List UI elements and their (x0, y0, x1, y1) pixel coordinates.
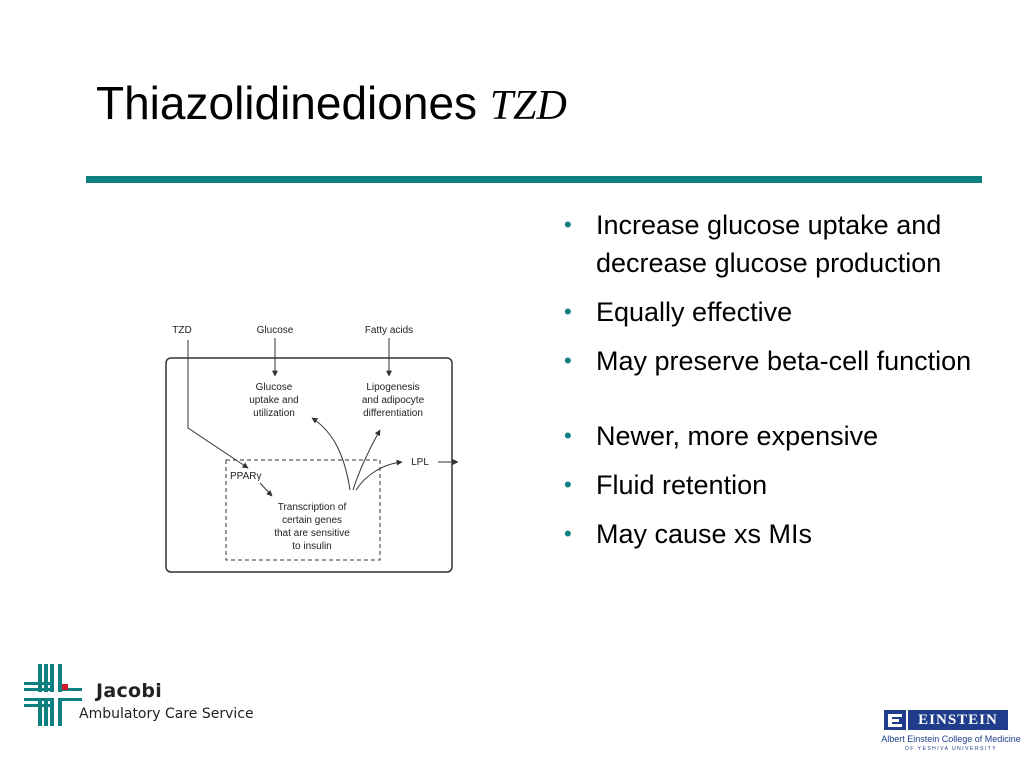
label-glucose-uptake-3: utilization (253, 408, 295, 419)
einstein-name: EINSTEIN (908, 710, 1008, 730)
label-transcription-1: Transcription of (277, 502, 347, 513)
label-ppar: PPARγ (230, 471, 262, 482)
bullet-item (560, 515, 1000, 553)
jacobi-subtitle: Ambulatory Care Service (79, 706, 254, 722)
label-glucose-uptake-1: Glucose (255, 382, 293, 393)
bullet-text: May cause xs MIs (596, 519, 813, 549)
bullet-item (560, 466, 1000, 504)
bullet-text: Newer, more expensive (596, 421, 879, 451)
bullet-text: Equally effective (596, 297, 793, 327)
label-transcription-4: to insulin (292, 541, 332, 552)
bullet-list (560, 206, 1000, 564)
jacobi-mark-icon (24, 664, 84, 730)
tzd-mechanism-diagram (160, 318, 460, 580)
bullet-text: Increase glucose uptake and decrease glucose production (596, 210, 942, 278)
arrow-tzd-to-ppar (188, 340, 248, 468)
jacobi-name: Jacobi (96, 680, 163, 702)
jacobi-logo (24, 664, 264, 734)
bullet-text: Fluid retention (596, 470, 768, 500)
einstein-college-name: Albert Einstein College of Medicine (881, 734, 1021, 744)
label-tzd: TZD (172, 325, 192, 336)
bullet-dot-icon: • (564, 472, 572, 497)
label-transcription-2: certain genes (281, 515, 343, 526)
bullet-dot-icon: • (564, 521, 572, 546)
diagram-svg (160, 318, 460, 580)
arrow-ppar-to-transcription (260, 483, 272, 496)
arrow-to-glucose-uptake (312, 418, 350, 490)
label-fatty-acids: Fatty acids (364, 325, 414, 336)
bullet-item (560, 206, 1000, 282)
bullet-dot-icon: • (564, 299, 572, 324)
label-lipogenesis-1: Lipogenesis (366, 382, 420, 393)
bullet-dot-icon: • (564, 212, 572, 237)
label-lpl: LPL (411, 457, 429, 468)
arrow-to-lpl (356, 462, 402, 490)
bullet-dot-icon: • (564, 348, 572, 373)
label-lipogenesis-2: and adipocyte (361, 395, 425, 406)
bullet-text: May preserve beta-cell function (596, 346, 972, 376)
einstein-mark-icon (884, 710, 906, 730)
title-main: Thiazolidinediones (96, 77, 478, 129)
title-divider (86, 176, 982, 183)
label-transcription-3: that are sensitive (274, 528, 350, 539)
bullet-item (560, 342, 1000, 380)
bullet-dot-icon: • (564, 423, 572, 448)
einstein-logo (880, 706, 1020, 762)
bullet-item (560, 293, 1000, 331)
title-abbreviation: TZD (489, 83, 567, 129)
label-lipogenesis-3: differentiation (363, 408, 423, 419)
slide-title (96, 78, 567, 129)
label-glucose-uptake-2: uptake and (249, 395, 299, 406)
label-glucose: Glucose (256, 325, 294, 336)
bullet-item (560, 417, 1000, 455)
einstein-university: OF YESHIVA UNIVERSITY (904, 746, 998, 752)
